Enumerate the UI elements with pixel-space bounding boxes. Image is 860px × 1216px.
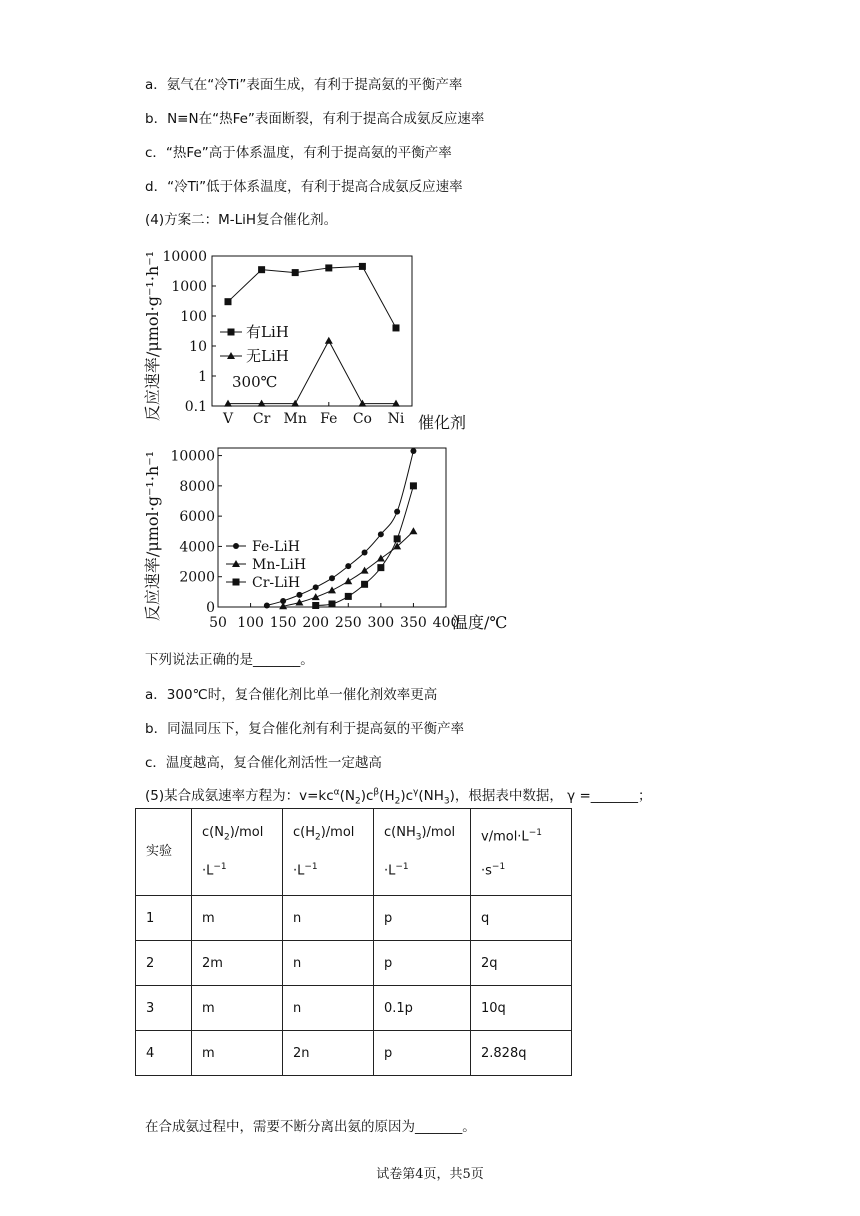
- chart1-ytick-label: 1: [198, 369, 207, 385]
- chart2-legend-marker: [233, 579, 240, 586]
- table-cell: n: [283, 986, 374, 1031]
- table-cell: q: [471, 896, 572, 941]
- chart1-ytick-label: 1000: [171, 279, 207, 295]
- chart2-data-point: [409, 527, 417, 534]
- chart2-data-point: [394, 535, 401, 542]
- kinetics-table: [135, 808, 572, 1076]
- chart2-ylabel: 反应速率/μmol·g⁻¹·h⁻¹: [143, 450, 162, 622]
- chart2-ytick-label: 4000: [179, 539, 215, 556]
- chart2-ytick-label: 6000: [179, 509, 215, 526]
- table-header-nh3: $c(NH_3)$/mol $\cdot L^{-1}$: [374, 809, 471, 896]
- table-cell: p: [374, 896, 471, 941]
- table-row: [136, 941, 572, 986]
- table-cell: 0.1p: [374, 986, 471, 1031]
- table-cell: n: [283, 941, 374, 986]
- q5-rate-equation: (5)某合成氨速率方程为：$v=kc^\alpha(N_2)c^\beta(H_2)c^\gamma(NH_3)$，根据表中数据， γ =_______；: [145, 787, 652, 807]
- table-cell: 2: [136, 941, 192, 986]
- chart1-xtick-label: Ni: [387, 411, 405, 427]
- table-header-rate: $v/mol\cdot L^{-1}$ $\cdot s^{-1}$: [471, 809, 572, 896]
- chart1-annotation: 300℃: [232, 373, 278, 391]
- chart1-data-point: [359, 263, 366, 270]
- chart1-data-point: [393, 324, 400, 331]
- table-row: [136, 986, 572, 1031]
- chart2-legend-label: Mn-LiH: [252, 557, 307, 573]
- chart2-data-point: [410, 448, 416, 454]
- chart2-data-point: [361, 581, 368, 588]
- chart2-data-point: [378, 531, 384, 537]
- chart2-data-point: [312, 593, 320, 600]
- page-footer: 试卷第4页，共5页: [376, 1167, 484, 1182]
- q5-separation-question: 在合成氨过程中，需要不断分离出氨的原因为_______。: [145, 1119, 476, 1135]
- chart-temperature-rate: [140, 440, 540, 636]
- chart2-data-point: [329, 575, 335, 581]
- chart2-data-point: [362, 549, 368, 555]
- table-cell: m: [192, 1031, 283, 1076]
- chart2-ytick-label: 0: [206, 600, 215, 616]
- table-cell: 2n: [283, 1031, 374, 1076]
- q4-option-b: b．同温同压下，复合催化剂有利于提高氨的平衡产率: [145, 721, 465, 737]
- table-header-h2: $c(H_2)$/mol $\cdot L^{-1}$: [283, 809, 374, 896]
- chart2-xtick-label: 100: [237, 615, 264, 631]
- chart2-data-point: [328, 586, 336, 593]
- chart2-ytick-label: 10000: [170, 448, 215, 465]
- q4-heading: (4)方案二：M-LiH复合催化剂。: [145, 212, 338, 228]
- q4-prompt: 下列说法正确的是_______。: [145, 652, 314, 668]
- chart2-data-point: [377, 564, 384, 571]
- chart2-data-point: [313, 584, 319, 590]
- table-row: [136, 896, 572, 941]
- table-row: [136, 1031, 572, 1076]
- table-cell: p: [374, 941, 471, 986]
- chart1-ylabel: 反应速率/μmol·g⁻¹·h⁻¹: [143, 250, 162, 422]
- chart2-data-point: [345, 593, 352, 600]
- table-cell: n: [283, 896, 374, 941]
- q4-option-a: a．300℃时，复合催化剂比单一催化剂效率更高: [145, 687, 438, 703]
- chart2-data-point: [377, 555, 385, 562]
- table-cell: 3: [136, 986, 192, 1031]
- chart1-ytick-label: 100: [180, 309, 207, 325]
- table-cell: m: [192, 896, 283, 941]
- chart2-xtick-label: 300: [367, 615, 395, 631]
- chart1-xlabel: 催化剂: [418, 413, 467, 432]
- chart2-xtick-label: 250: [334, 615, 362, 631]
- chart1-data-point: [325, 264, 332, 271]
- chart1-data-point: [292, 269, 299, 276]
- chart2-legend-label: Fe-LiH: [252, 539, 300, 555]
- chart2-data-point: [264, 602, 270, 608]
- table-cell: 2q: [471, 941, 572, 986]
- chart2-xlabel: 温度/℃: [452, 613, 508, 632]
- table-cell: 1: [136, 896, 192, 941]
- table-header-row: [136, 809, 572, 896]
- chart1-xtick-label: Co: [352, 411, 372, 427]
- table-cell: 2m: [192, 941, 283, 986]
- chart1-data-point: [258, 266, 265, 273]
- table-header-n2: $c(N_2)$/mol $\cdot L^{-1}$: [192, 809, 283, 896]
- chart2-data-point: [361, 567, 369, 574]
- chart1-series-line: [228, 266, 396, 328]
- chart1-data-point: [325, 337, 333, 344]
- table-cell: 4: [136, 1031, 192, 1076]
- chart2-data-point: [329, 600, 336, 607]
- chart1-xtick-label: Mn: [283, 411, 307, 427]
- chart2-data-point: [345, 563, 351, 569]
- chart2-ytick-label: 2000: [179, 569, 215, 586]
- chart2-xtick-label: 400: [432, 615, 460, 631]
- table-header-experiment: 实验: [136, 809, 192, 896]
- chart1-xtick-label: V: [222, 411, 234, 427]
- chart2-xtick-label: 150: [269, 615, 297, 631]
- chart1-legend-marker: [228, 329, 235, 336]
- q3-option-d: d．“冷Ti”低于体系温度，有利于提高合成氨反应速率: [145, 179, 463, 195]
- table-cell: 10q: [471, 986, 572, 1031]
- q3-option-c: c．“热Fe”高于体系温度，有利于提高氨的平衡产率: [145, 145, 452, 161]
- chart1-ytick-label: 10: [189, 339, 207, 355]
- chart1-xtick-label: Fe: [320, 411, 338, 427]
- chart-catalyst-rate: [140, 236, 480, 436]
- chart1-legend-label: 有LiH: [246, 323, 289, 341]
- chart2-data-point: [296, 592, 302, 598]
- chart2-data-point: [312, 602, 319, 609]
- chart2-xtick-label: 200: [302, 615, 330, 631]
- chart2-xtick-label: 50: [209, 615, 227, 631]
- table-cell: 2.828q: [471, 1031, 572, 1076]
- q4-option-c: c．温度越高，复合催化剂活性一定越高: [145, 755, 382, 771]
- table-cell: p: [374, 1031, 471, 1076]
- chart2-data-point: [410, 482, 417, 489]
- chart1-xtick-label: Cr: [252, 411, 271, 427]
- chart1-ytick-label: 0.1: [184, 399, 207, 415]
- chart2-legend-marker: [233, 543, 239, 549]
- table-cell: m: [192, 986, 283, 1031]
- chart2-data-point: [394, 509, 400, 515]
- q3-option-b: b．N≡N在“热Fe”表面断裂，有利于提高合成氨反应速率: [145, 111, 485, 127]
- chart2-data-point: [344, 577, 352, 584]
- chart1-legend-label: 无LiH: [246, 347, 289, 365]
- q3-option-a: a．氨气在“冷Ti”表面生成，有利于提高氨的平衡产率: [145, 77, 463, 93]
- chart2-ytick-label: 8000: [179, 478, 215, 495]
- chart1-ytick-label: 10000: [162, 249, 207, 265]
- chart2-xtick-label: 350: [400, 615, 427, 631]
- chart1-data-point: [225, 298, 232, 305]
- chart2-legend-label: Cr-LiH: [252, 575, 301, 591]
